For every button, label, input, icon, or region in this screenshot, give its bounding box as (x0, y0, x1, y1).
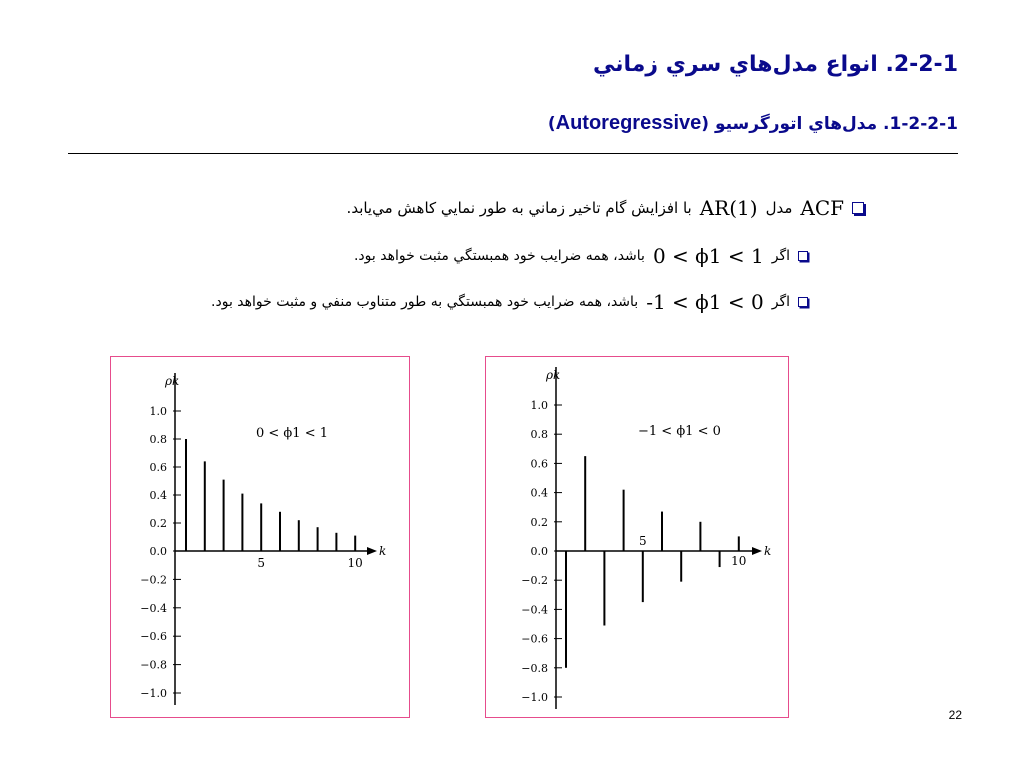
y-axis-label: ρk (165, 374, 180, 388)
y-axis-label: ρk (546, 368, 561, 382)
bullet-text: باشد، همه ضرايب خود همبستگي مثبت خواهد بود. (353, 248, 645, 264)
y-tick-label: 1.0 (530, 399, 548, 412)
acf-chart-negative (485, 356, 789, 718)
bullet-text: اگر (771, 294, 790, 310)
x-tick-label: 10 (731, 554, 747, 568)
x-axis-label: k (379, 544, 387, 558)
y-tick-label: −0.6 (140, 630, 167, 644)
y-tick-label: 0.4 (530, 486, 548, 500)
divider-line (68, 153, 958, 154)
ar1-term: AR(1) (699, 196, 758, 220)
acf-term: ACF (800, 196, 844, 220)
square-bullet-icon (852, 202, 864, 214)
y-tick-label: −1.0 (140, 687, 167, 700)
x-tick-label: 10 (347, 556, 363, 570)
y-tick-label: −1.0 (521, 691, 548, 704)
bullet-text: اگر (771, 248, 790, 264)
y-tick-label: 0.2 (530, 515, 548, 529)
x-axis-arrow-icon (367, 547, 377, 555)
condition-math: -1 < ϕ1 < 0 (646, 290, 764, 314)
page-number: 22 (948, 708, 962, 722)
y-tick-label: −0.4 (521, 603, 548, 617)
y-tick-label: −0.8 (521, 661, 548, 675)
bullet-text: باشد، همه ضرايب خود همبستگي به طور متناوب منفي و مثبت خواهد بود. (211, 294, 639, 310)
condition-annotation: −1 < ϕ1 < 0 (638, 424, 721, 439)
x-axis-arrow-icon (752, 547, 762, 555)
x-tick-label: 5 (257, 556, 266, 570)
y-tick-label: 1.0 (149, 405, 167, 418)
y-tick-label: 0.8 (149, 433, 167, 446)
x-axis-label: k (764, 544, 772, 558)
y-tick-label: 0.0 (530, 545, 548, 558)
bullet-acf (347, 196, 864, 220)
condition-annotation: 0 < ϕ1 < 1 (256, 426, 328, 441)
y-tick-label: 0.0 (149, 545, 167, 558)
acf-chart-negative-plot (486, 357, 788, 717)
subtitle-prefix: 1-2-2-1. مدل‌هاي اتورگرسيو ( (701, 114, 958, 134)
y-tick-label: 0.6 (530, 457, 548, 471)
subtitle-latin: Autoregressive (555, 112, 702, 134)
y-tick-label: −0.8 (140, 658, 167, 672)
y-tick-label: −0.4 (140, 601, 167, 615)
slide-subtitle (548, 112, 958, 135)
subtitle-suffix: ) (547, 114, 556, 134)
bullet-negative-phi (211, 290, 808, 314)
y-tick-label: −0.6 (521, 632, 548, 646)
y-tick-label: 0.8 (530, 428, 548, 442)
condition-math: 0 < ϕ1 < 1 (652, 244, 764, 268)
y-tick-label: 0.2 (149, 517, 167, 530)
bullet-text: مدل (765, 199, 793, 217)
x-tick-label: 5 (638, 534, 647, 548)
y-tick-label: 0.4 (149, 489, 167, 502)
square-bullet-icon (798, 251, 808, 261)
acf-chart-positive (110, 356, 410, 718)
square-bullet-icon (798, 297, 808, 307)
slide-title: 2-2-1. انواع مدل‌هاي سري زماني (593, 52, 958, 77)
y-tick-label: 0.6 (149, 461, 167, 474)
y-tick-label: −0.2 (140, 573, 167, 587)
y-tick-label: −0.2 (521, 574, 548, 588)
bullet-positive-phi (354, 244, 808, 268)
bullet-text: با افزايش گام تاخير زماني به طور نمايي كاهش مي‌يابد. (346, 199, 692, 217)
acf-chart-positive-plot (111, 357, 409, 717)
